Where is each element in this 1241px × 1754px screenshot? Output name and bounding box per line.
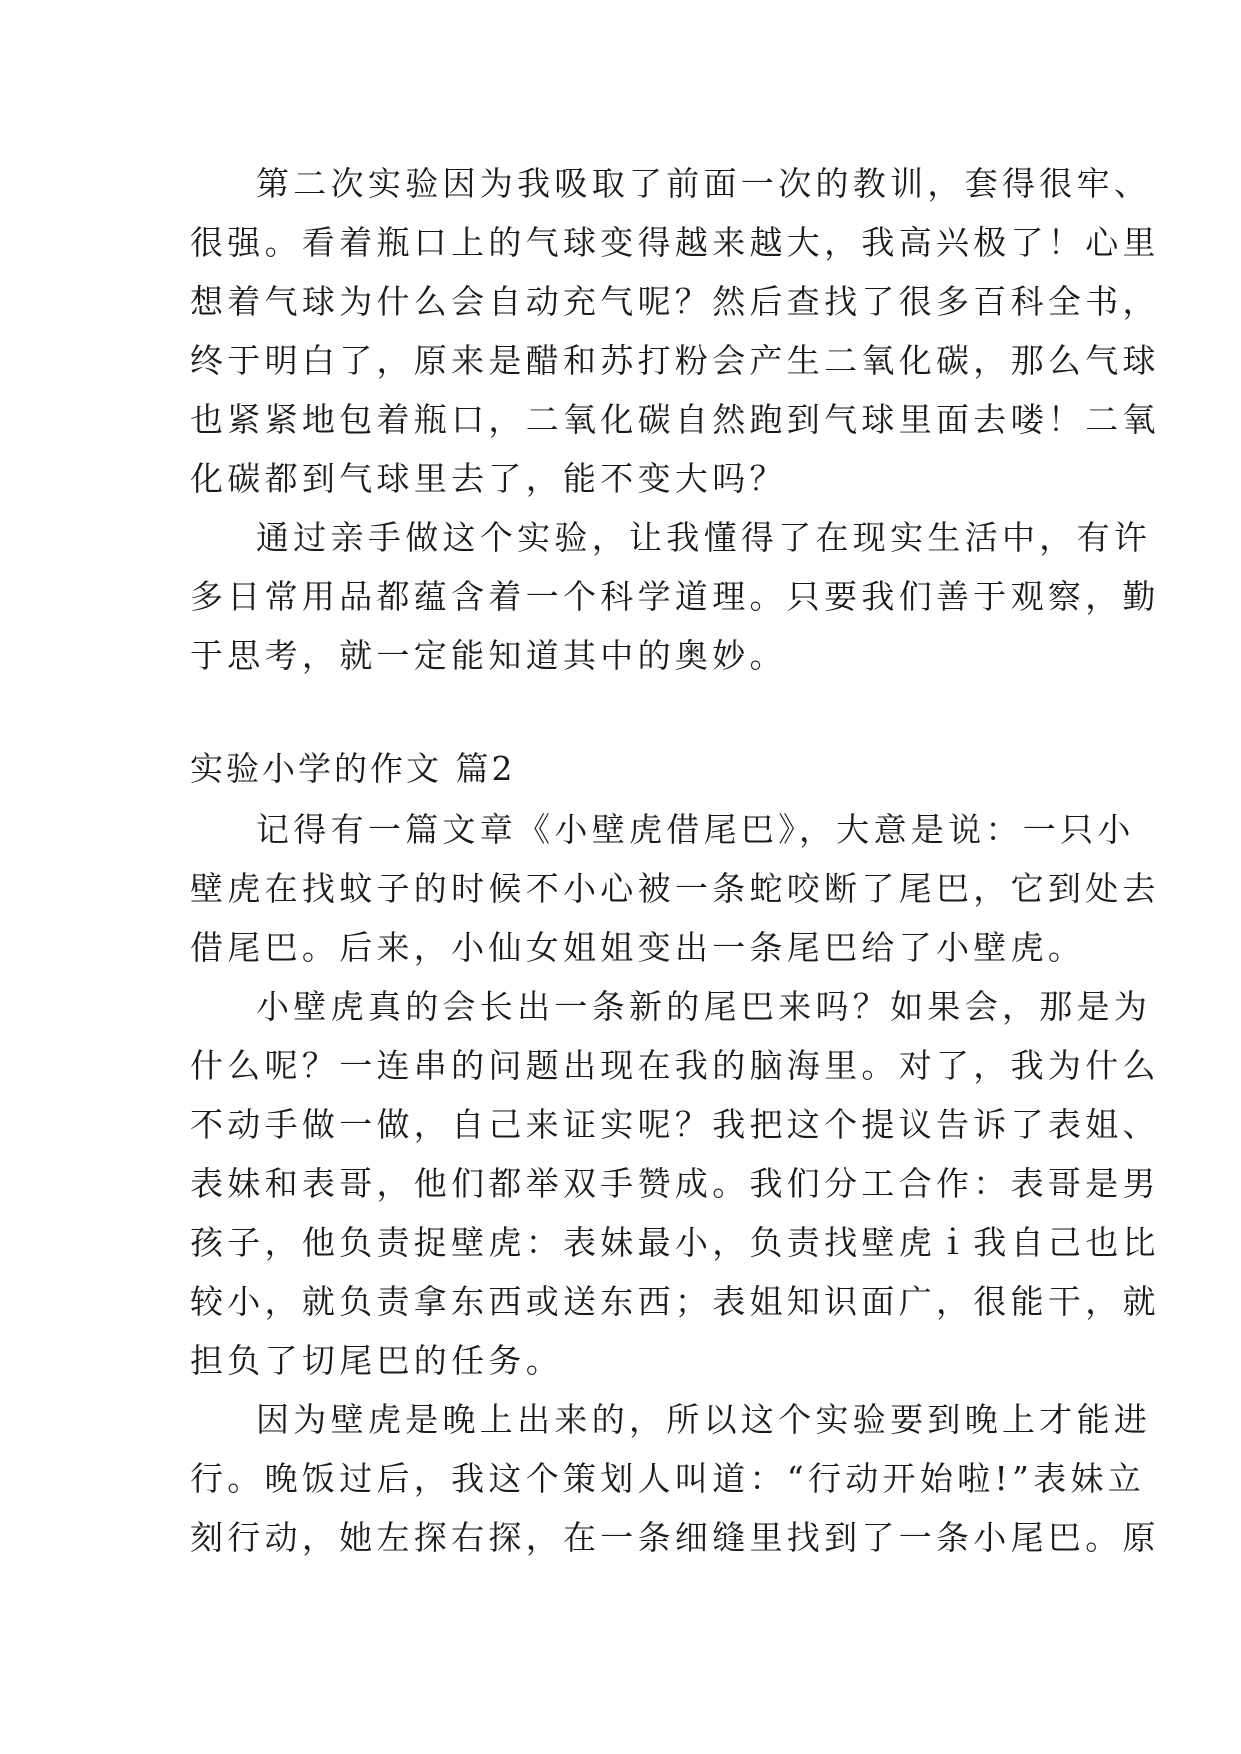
paragraph-line: 想着气球为什么会自动充气呢？然后查找了很多百科全书， <box>190 282 1160 321</box>
paragraph-line: 孩子，他负责捉壁虎：表妹最小，负责找壁虎ｉ我自己也比 <box>190 1223 1160 1262</box>
paragraph-line: 担负了切尾巴的任务。 <box>190 1341 563 1380</box>
paragraph-line: 也紧紧地包着瓶口，二氧化碳自然跑到气球里面去喽！二氧 <box>190 400 1160 439</box>
paragraph-line: 借尾巴。后来，小仙女姐姐变出一条尾巴给了小壁虎。 <box>190 928 1086 967</box>
paragraph-line: 不动手做一做，自己来证实呢？我把这个提议告诉了表姐、 <box>190 1105 1160 1144</box>
paragraph-line: 化碳都到气球里去了，能不变大吗？ <box>190 459 787 498</box>
paragraph-line: 刻行动，她左探右探，在一条细缝里找到了一条小尾巴。原 <box>190 1518 1160 1557</box>
paragraph-line: 终于明白了，原来是醋和苏打粉会产生二氧化碳，那么气球 <box>190 341 1160 380</box>
paragraph-line: 小壁虎真的会长出一条新的尾巴来吗？如果会，那是为 <box>256 987 1152 1026</box>
essay-section-2 <box>190 800 1160 1567</box>
paragraph-line: 什么呢？一连串的问题出现在我的脑海里。对了，我为什么 <box>190 1046 1160 1085</box>
paragraph-line: 第二次实验因为我吸取了前面一次的教训，套得很牢、 <box>256 164 1152 203</box>
essay-section-1 <box>190 154 1160 685</box>
paragraph-line: 很强。看着瓶口上的气球变得越来越大，我高兴极了！心里 <box>190 223 1160 262</box>
paragraph-line: 壁虎在找蚊子的时候不小心被一条蛇咬断了尾巴，它到处去 <box>190 869 1160 908</box>
paragraph-line: 较小，就负责拿东西或送东西；表姐知识面广，很能干，就 <box>190 1282 1160 1321</box>
paragraph-line: 通过亲手做这个实验，让我懂得了在现实生活中，有许 <box>256 518 1152 557</box>
paragraph-line: 多日常用品都蕴含着一个科学道理。只要我们善于观察，勤 <box>190 577 1160 616</box>
paragraph-line: 于思考，就一定能知道其中的奥妙。 <box>190 636 787 675</box>
paragraph-line: 记得有一篇文章《小壁虎借尾巴》，大意是说：一只小 <box>256 810 1135 849</box>
paragraph-line: 行。晚饭过后，我这个策划人叫道：“行动开始啦!”表妹立 <box>190 1459 1146 1498</box>
section-heading: 实验小学的作文 篇2 <box>190 749 516 788</box>
paragraph-line: 表妹和表哥，他们都举双手赞成。我们分工合作：表哥是男 <box>190 1164 1160 1203</box>
paragraph-line: 因为壁虎是晚上出来的，所以这个实验要到晚上才能进 <box>256 1400 1152 1439</box>
